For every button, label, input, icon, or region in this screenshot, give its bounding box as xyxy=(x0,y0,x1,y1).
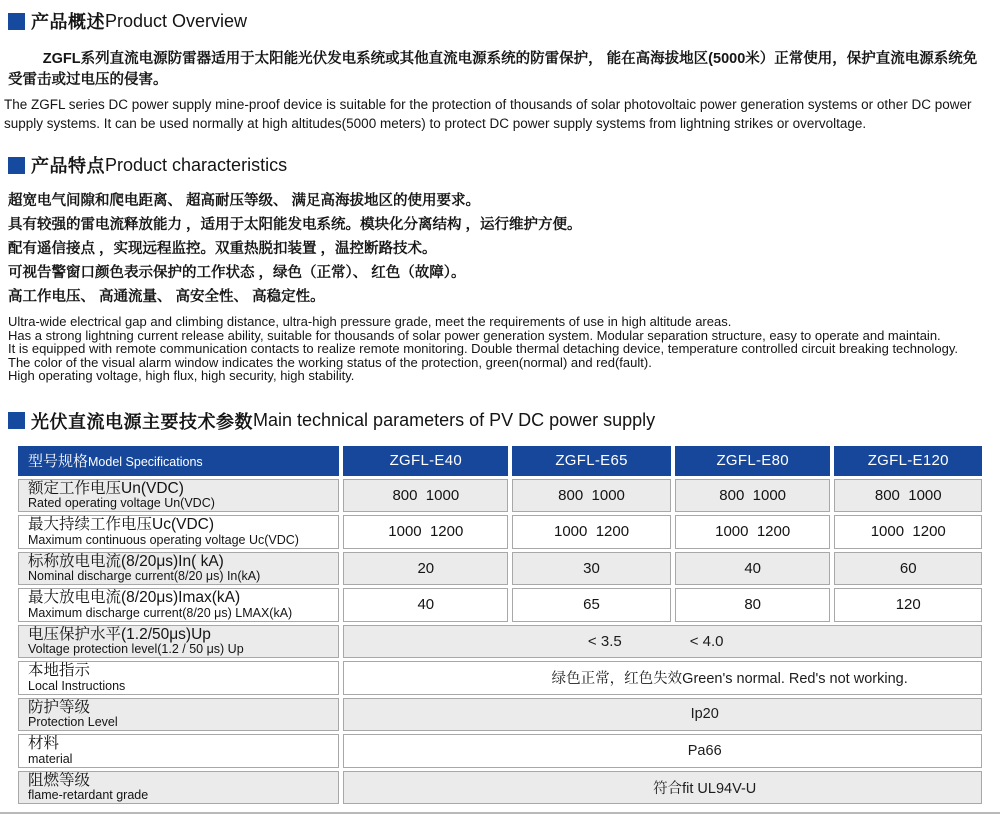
row-label-en: Protection Level xyxy=(28,715,118,729)
header-label-cn: 型号规格 xyxy=(28,453,89,470)
header-cell-model: ZGFL-E65 xyxy=(512,446,671,476)
row-label-cn: 电压保护水平(1.2/50μs)Up xyxy=(28,625,211,643)
row-label-en: flame-retardant grade xyxy=(28,788,149,802)
merged-value-cell: Ip20 xyxy=(343,698,982,732)
value-cell: 40 xyxy=(343,588,508,622)
row-label-en: Local Instructions xyxy=(28,678,126,693)
value-cell: 65 xyxy=(512,588,671,622)
row-label-cell xyxy=(18,552,339,586)
section-heading-characteristics xyxy=(8,152,985,178)
characteristics-list-cn xyxy=(8,189,985,309)
section-bullet-icon xyxy=(8,13,25,30)
characteristic-item-en: Ultra-wide electrical gap and climbing distance, ultra-high pressure grade, meet the requirements of use in high altitude areas. xyxy=(8,314,732,329)
characteristics-title-cn: 产品特点 xyxy=(31,156,105,176)
table-row xyxy=(18,588,982,622)
merged-value-cell: Pa66 xyxy=(343,734,982,768)
value-cell: 1000 1200 xyxy=(834,515,982,549)
value-cell: 800 1000 xyxy=(343,479,508,513)
header-label-en: Model Specifications xyxy=(88,455,203,469)
characteristic-item-en: The color of the visual alarm window indicates the working status of the protection, green(normal) and red(fault). xyxy=(8,354,652,370)
value-cell: 120 xyxy=(834,588,982,622)
value-cell: 800 1000 xyxy=(675,479,831,513)
row-label-cn: 阻燃等级 xyxy=(28,771,91,789)
row-label-cn: 防护等级 xyxy=(28,698,91,716)
header-cell-model: ZGFL-E120 xyxy=(834,446,982,476)
row-label-en: Nominal discharge current(8/20 μs) In(kA) xyxy=(28,569,261,583)
value-cell: 80 xyxy=(675,588,831,622)
merged-value-cell xyxy=(343,625,982,659)
value-cell: 40 xyxy=(675,552,831,586)
row-label-en: Maximum continuous operating voltage Uc(VDC) xyxy=(28,532,299,547)
characteristic-item-en: Has a strong lightning current release ability, suitable for thousands of solar power generation system. Modular separation structure, easy to operate and maintain. xyxy=(8,327,941,343)
spec-table xyxy=(14,443,986,808)
row-label-cell xyxy=(18,771,339,805)
characteristic-item-cn: 配有遥信接点 ，实现远程监控。双重热脱扣装置 ，温控断路技术。 xyxy=(8,241,437,257)
parameters-title-cn: 光伏直流电源主要技术参数 xyxy=(31,411,253,432)
page-bottom-divider xyxy=(0,812,1000,814)
characteristic-item-en: It is equipped with remote communication contacts to realize remote monitoring. Double thermal detaching device, temperature controlled circuit breaking technology. xyxy=(8,341,958,356)
overview-title-en: Product Overview xyxy=(105,10,248,31)
table-row xyxy=(18,625,982,659)
value-cell: 1000 1200 xyxy=(512,515,671,549)
row-label-cell xyxy=(18,588,339,622)
spec-table-header-row xyxy=(18,446,982,476)
row-label-cn: 标称放电电流(8/20μs)In( kA) xyxy=(28,552,224,570)
characteristic-item-cn: 可视告警窗口颜色表示保护的工作状态 ，绿色（正常）、 红色（故障）。 xyxy=(8,265,466,281)
table-row xyxy=(18,479,982,513)
row-label-en: Rated operating voltage Un(VDC) xyxy=(28,496,215,510)
parameters-title-en: Main technical parameters of PV DC power supply xyxy=(253,410,656,430)
table-row xyxy=(18,771,982,805)
section-heading-parameters xyxy=(8,408,985,434)
header-cell-model: ZGFL-E40 xyxy=(343,446,508,476)
characteristics-title-en: Product characteristics xyxy=(105,154,288,175)
row-label-en: Voltage protection level(1.2 / 50 μs) Up xyxy=(28,642,244,656)
header-cell-model-specs xyxy=(18,446,339,476)
overview-paragraph-en: The ZGFL series DC power supply mine-proof device is suitable for the protection of thousands of solar photovoltaic power generation systems or other DC power supply systems. It can be used normally at high altitudes(5000 meters) to protect DC power supply systems from lightning strikes or overvoltage. xyxy=(4,97,972,131)
characteristic-item-cn: 具有较强的雷电流释放能力 ，适用于太阳能发电系统。模块化分离结构 ，运行维护方便。 xyxy=(8,217,582,233)
characteristic-item-cn: 高工作电压、 高通流量、 高安全性、 高稳定性。 xyxy=(8,289,325,305)
row-label-en: material xyxy=(28,751,73,766)
row-label-cn: 材料 xyxy=(28,735,60,752)
merged-value: < 3.5 xyxy=(587,632,622,650)
table-row xyxy=(18,734,982,768)
section-heading-overview xyxy=(8,8,985,34)
value-cell: 60 xyxy=(834,552,982,586)
row-label-cell xyxy=(18,734,339,768)
merged-value-cell: 符合fit UL94V-U xyxy=(343,771,982,805)
row-label-cn: 本地指示 xyxy=(28,662,91,679)
table-row xyxy=(18,698,982,732)
row-label-en: Maximum discharge current(8/20 μs) LMAX(kA) xyxy=(28,605,293,620)
row-label-cell xyxy=(18,479,339,513)
section-bullet-icon xyxy=(8,157,25,174)
characteristics-list-en xyxy=(8,315,985,383)
value-cell: 20 xyxy=(343,552,508,586)
row-label-cell xyxy=(18,661,339,695)
value-cell: 1000 1200 xyxy=(675,515,831,549)
section-bullet-icon xyxy=(8,412,25,429)
row-label-cn: 最大持续工作电压Uc(VDC) xyxy=(28,516,214,533)
table-row xyxy=(18,552,982,586)
merged-value: < 4.0 xyxy=(689,632,724,650)
characteristic-item-en: High operating voltage, high flux, high security, high stability. xyxy=(8,368,355,383)
overview-paragraph-cn: ZGFL系列直流电源防雷器适用于太阳能光伏发电系统或其他直流电源系统的防雷保护， 能在高海拔地区(5000米）正常使用，保护直流电源系统免受雷击或过电压的侵害。 xyxy=(8,51,978,88)
row-label-cell xyxy=(18,515,339,549)
row-label-cell xyxy=(18,625,339,659)
value-cell: 800 1000 xyxy=(512,479,671,513)
characteristic-item-cn: 超宽电气间隙和爬电距离、 超高耐压等级、 满足高海拔地区的使用要求。 xyxy=(8,193,481,209)
table-row xyxy=(18,515,982,549)
overview-title-cn: 产品概述 xyxy=(31,12,105,32)
value-cell: 1000 1200 xyxy=(343,515,508,549)
row-label-cell xyxy=(18,698,339,732)
table-row xyxy=(18,661,982,695)
merged-value-cell: 绿色正常，红色失效Green's normal. Red's not working. xyxy=(343,661,982,695)
value-cell: 30 xyxy=(512,552,671,586)
value-cell: 800 1000 xyxy=(834,479,982,513)
header-cell-model: ZGFL-E80 xyxy=(675,446,831,476)
row-label-cn: 额定工作电压Un(VDC) xyxy=(28,479,184,497)
row-label-cn: 最大放电电流(8/20μs)Imax(kA) xyxy=(28,589,241,606)
